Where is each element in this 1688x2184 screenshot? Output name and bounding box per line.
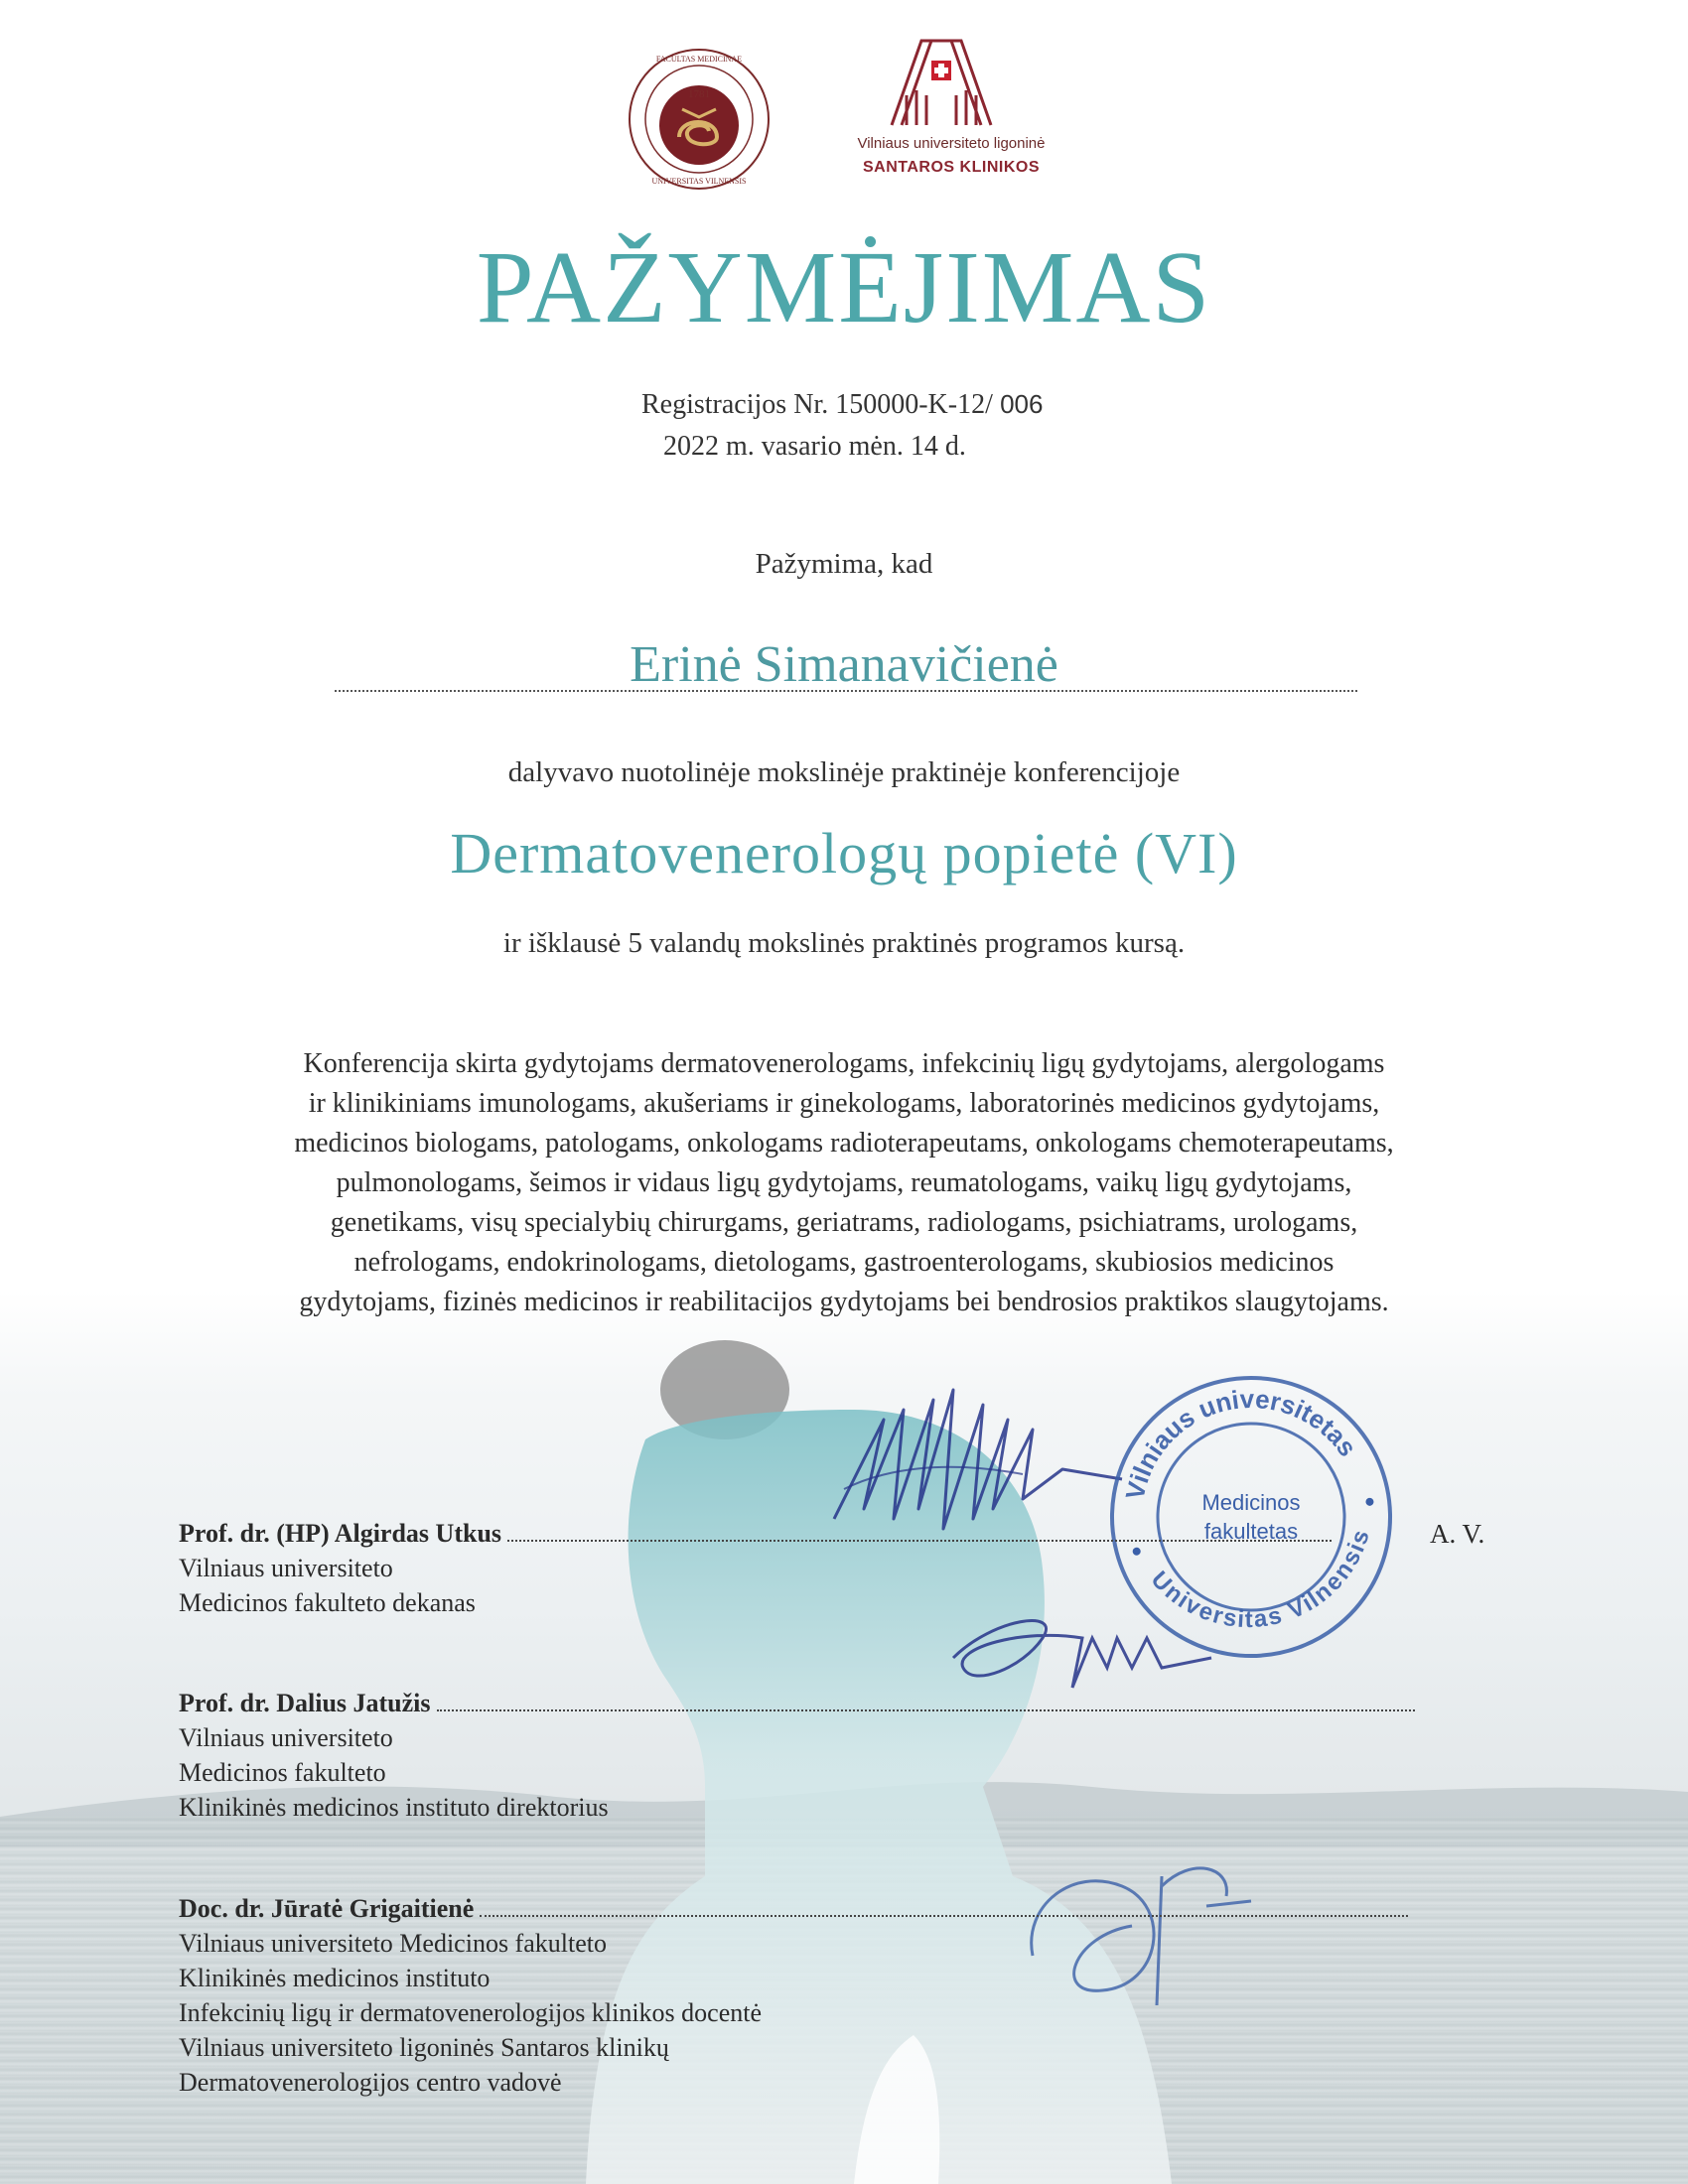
description-line: gydytojams, fizinės medicinos ir reabilitacijos gydytojams bei bendrosios praktikos slaugytojams. <box>299 1287 1389 1317</box>
signature-dotted-line <box>507 1540 1332 1542</box>
stamp-center-line2: fakultetas <box>1203 1519 1299 1544</box>
description-line: medicinos biologams, patologams, onkologams radioterapeutams, onkologams chemoterapeutams, <box>294 1128 1394 1159</box>
conference-name: Dermatovenerologų popietė (VI) <box>450 821 1238 886</box>
hospital-name-line1: Vilniaus universiteto ligoninė <box>857 135 1046 152</box>
signatory-position: Dermatovenerologijos centro vadovė <box>179 2068 562 2097</box>
signatory-affiliation: Vilniaus universiteto Medicinos fakulteto <box>179 1929 607 1958</box>
logo-text-bottom: UNIVERSITAS VILNENSIS <box>651 177 747 186</box>
certifies-text: Pažymima, kad <box>755 548 933 580</box>
medical-faculty-logo <box>628 48 771 191</box>
signatory-name: Prof. dr. (HP) Algirdas Utkus <box>179 1519 502 1548</box>
signatory-position: Infekcinių ligų ir dermatovenerologijos klinikos docentė <box>179 1998 763 2027</box>
description-line: nefrologams, endokrinologams, dietologams, gastroenterologams, skubiosios medicinos <box>353 1247 1335 1278</box>
stamp-top-text: Vilniaus universitetas <box>1119 1383 1363 1503</box>
description-line: Konferencija skirta gydytojams dermatovenerologams, infekcinių ligų gydytojams, alergologams <box>303 1048 1385 1079</box>
name-dotted-line <box>335 690 1357 692</box>
issue-date: 2022 m. vasario mėn. 14 d. <box>663 431 966 462</box>
signature-dotted-line <box>480 1915 1408 1917</box>
stamp-center-line1: Medicinos <box>1201 1490 1301 1515</box>
participation-text: dalyvavo nuotolinėje mokslinėje praktinėje konferencijoje <box>507 756 1181 788</box>
signatory-position: Klinikinės medicinos instituto direktorius <box>179 1793 609 1822</box>
signatory-affiliation: Vilniaus universiteto <box>179 1554 393 1582</box>
description-line: pulmonologams, šeimos ir vidaus ligų gydytojams, reumatologams, vaikų ligų gydytojams, <box>336 1167 1352 1198</box>
signatory-affiliation: Vilniaus universiteto ligoninės Santaros klinikų <box>179 2033 669 2062</box>
registration-line <box>641 389 1043 421</box>
description-line: genetikams, visų specialybių chirurgams, geriatrams, radiologams, psichiatrams, urologams, <box>330 1207 1358 1238</box>
stamp-bottom-text: Universitas Vilnensis <box>1145 1527 1375 1634</box>
signatory-director <box>179 1686 1415 1825</box>
recipient-name: Erinė Simanavičienė <box>630 636 1058 693</box>
completion-text: ir išklausė 5 valandų mokslinės praktinės programos kursą. <box>502 927 1186 959</box>
signatory-affiliation: Klinikinės medicinos instituto <box>179 1964 491 1992</box>
registration-number: 006 <box>992 389 1044 419</box>
signature-dotted-line <box>437 1709 1415 1711</box>
seal-place-label: A. V. <box>1430 1519 1485 1549</box>
description-line: ir klinikiniams imunologams, akušeriams ir ginekologams, laboratorinės medicinos gydytojams, <box>308 1088 1380 1119</box>
signatory-position: Medicinos fakulteto dekanas <box>179 1588 476 1617</box>
signatory-affiliation: Medicinos fakulteto <box>179 1758 386 1787</box>
certificate-title: PAŽYMĖJIMAS <box>476 230 1212 344</box>
logo-text-top: FACULTAS MEDICINAE <box>655 55 743 64</box>
signatory-docent <box>179 1891 1408 2100</box>
signatory-dean <box>179 1516 1332 1620</box>
signatory-name: Doc. dr. Jūratė Grigaitienė <box>179 1894 475 1923</box>
logo-year: 1781 <box>688 88 710 100</box>
registration-label: Registracijos Nr. 150000-K-12/ <box>641 389 993 420</box>
description <box>149 1044 1539 1322</box>
hospital-name-line2: SANTAROS KLINIKOS <box>863 159 1040 176</box>
signatory-affiliation: Vilniaus universiteto <box>179 1723 393 1752</box>
svg-text:Vilniaus universitetas <box>1102 1368 1365 1508</box>
signatory-name: Prof. dr. Dalius Jatužis <box>179 1689 431 1717</box>
